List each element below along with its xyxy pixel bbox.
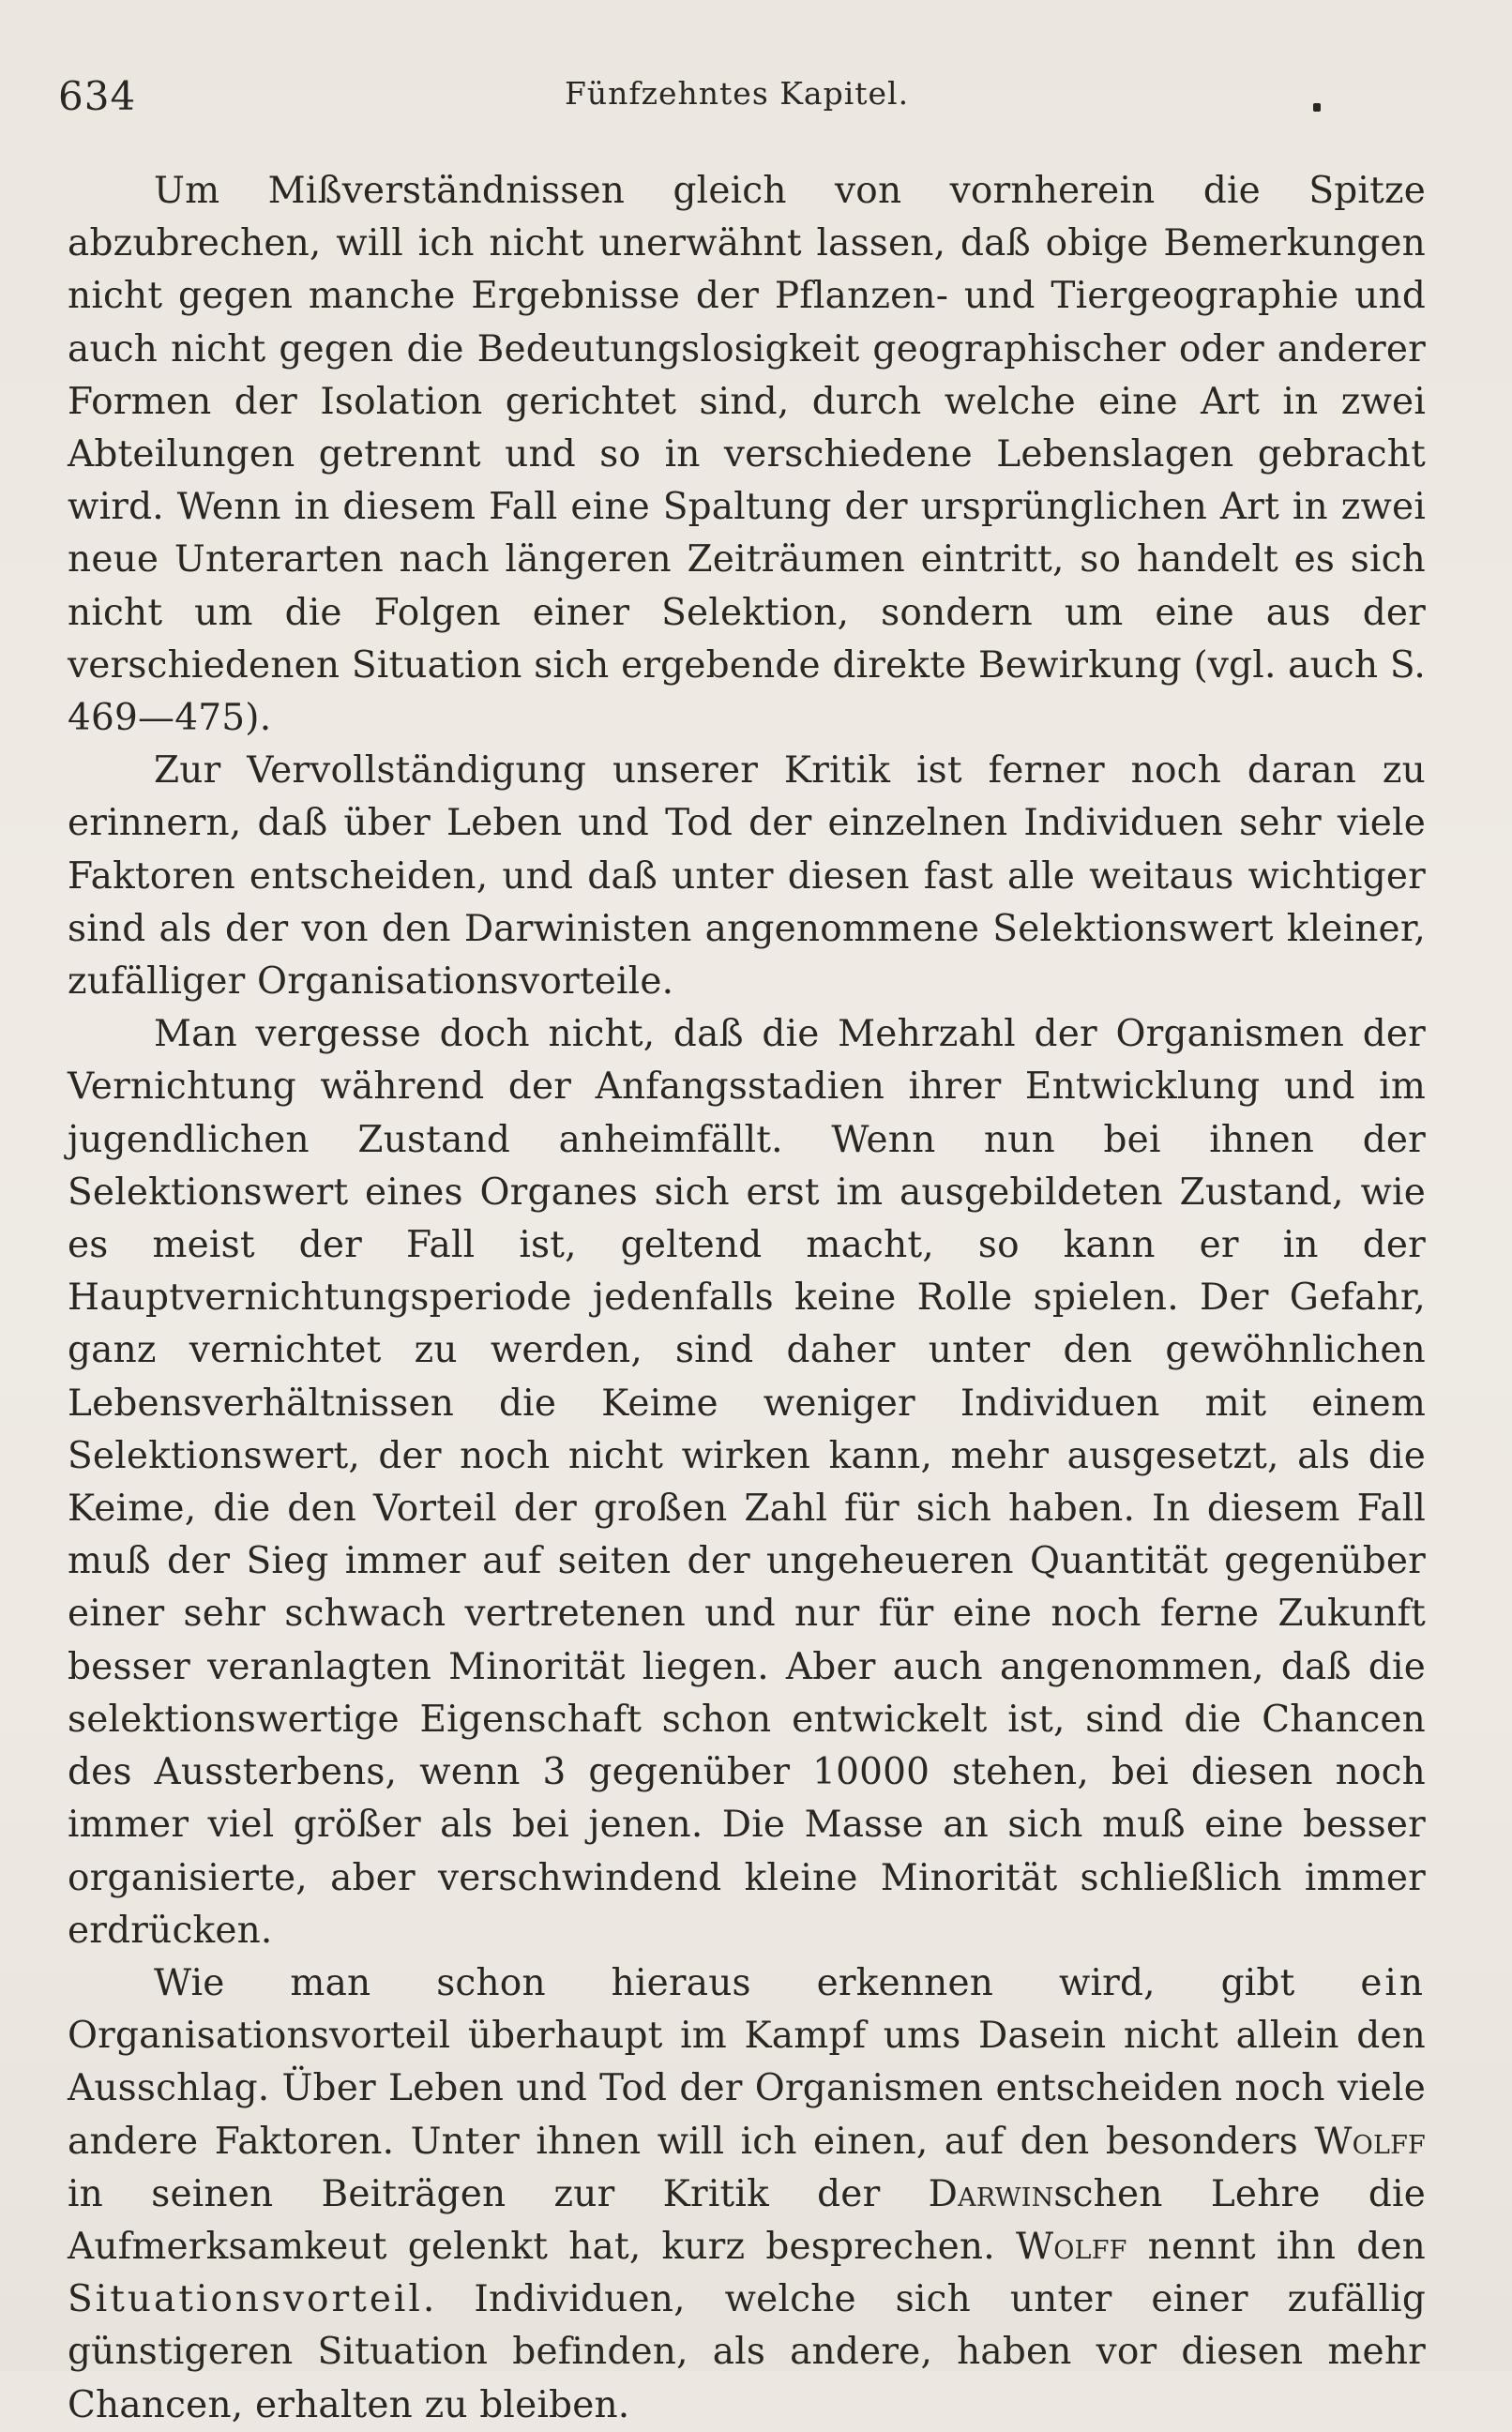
paragraph-4-part-2: Organisationsvorteil überhaupt im Kampf ums Dasein nicht allein den Ausschlag. Über Leben und Tod der Organismen entscheiden noch viele andere Faktoren. Unter ihnen will ich einen, auf den besonders [68,2015,1426,2163]
page-header [58,62,1446,118]
author-name-wolff: Wolff [1314,2120,1426,2163]
paragraph-4 [68,1957,1426,2432]
paragraph-4-part-4: schen Lehre die Aufmerksamkeut gelenkt hat, kurz besprechen. [68,2172,1427,2268]
paragraph-3: Man vergesse doch nicht, daß die Mehrzahl der Organismen der Vernichtung während der Anfangsstadien ihrer Entwicklung und im jugendlichen Zustand anheimfällt. Wenn nun bei ihnen der Selektionswert eines Organes sich erst im ausgebildeten Zustand, wie es meist der Fall ist, geltend macht, so kann er in der Hauptvernichtungsperiode jedenfalls keine Rolle spielen. Der Gefahr, ganz vernichtet zu werden, sind daher unter den gewöhnlichen Lebensverhältnissen die Keime weniger Individuen mit einem Selektionswert, der noch nicht wirken kann, mehr ausgesetzt, als die Keime, die den Vorteil der großen Zahl für sich haben. In diesem Fall muß der Sieg immer auf seiten der ungeheueren Quantität gegenüber einer sehr schwach vertretenen und nur für eine noch ferne Zukunft besser veranlagten Minorität liegen. Aber auch angenommen, daß die selektionswertige Eigenschaft schon entwickelt ist, sind die Chancen des Aussterbens, wenn 3 gegenüber 10000 stehen, bei diesen noch immer viel größer als bei jenen. Die Masse an sich muß eine besser organisierte, aber verschwindend kleine Minorität schließlich immer erdrücken. [68,1013,1426,1952]
paragraph-4-part-5: nennt ihn den [1126,2225,1426,2268]
paragraph-4-part-6: . Individuen, welche sich unter einer zufällig günstigeren Situation befinden, als andere, haben vor diesen mehr Chancen, erhalten zu bleiben. [68,2278,1426,2426]
running-title: Fünfzehntes Kapitel. [565,75,910,112]
author-name-darwin: Darwin [928,2172,1054,2215]
paragraph-4-part-1: Wie man schon hieraus erkennen wird, gibt [154,1961,1361,2004]
paragraph-1: Um Mißverständnissen gleich von vornherein die Spitze abzubrechen, will ich nicht unerwähnt lassen, daß obige Bemerkungen nicht gegen manche Ergebnisse der Pflanzen- und Tiergeographie und auch nicht gegen die Bedeutungslosigkeit geographischer oder anderer Formen der Isolation gerichtet sind, durch welche eine Art in zwei Abteilungen getrennt und so in verschiedene Lebenslagen gebracht wird. Wenn in diesem Fall eine Spaltung der ursprünglichen Art in zwei neue Unterarten nach längeren Zeiträumen eintritt, so handelt es sich nicht um die Folgen einer Selektion, sondern um eine aus der verschiedenen Situation sich ergebende direkte Bewirkung (vgl. auch S. 469—475). [68,170,1426,740]
paragraph-4-part-3: in seinen Beiträgen zur Kritik der [68,2172,929,2215]
body-text [68,165,1426,2432]
emphasis-situationsvorteil: Situationsvorteil [68,2278,423,2321]
ink-speck [1313,103,1321,112]
emphasis-ein: ein [1360,1961,1426,2004]
page-number: 634 [58,73,137,119]
paragraph-2: Zur Vervollständigung unserer Kritik ist ferner noch daran zu erinnern, daß über Leben und Tod der einzelnen Individuen sehr viele Faktoren entscheiden, und daß unter diesen fast alle weitaus wichtiger sind als der von den Darwinisten angenommene Selektionswert kleiner, zufälliger Organisationsvorteile. [68,749,1426,1004]
author-name-wolff-2: Wolff [1015,2225,1127,2268]
